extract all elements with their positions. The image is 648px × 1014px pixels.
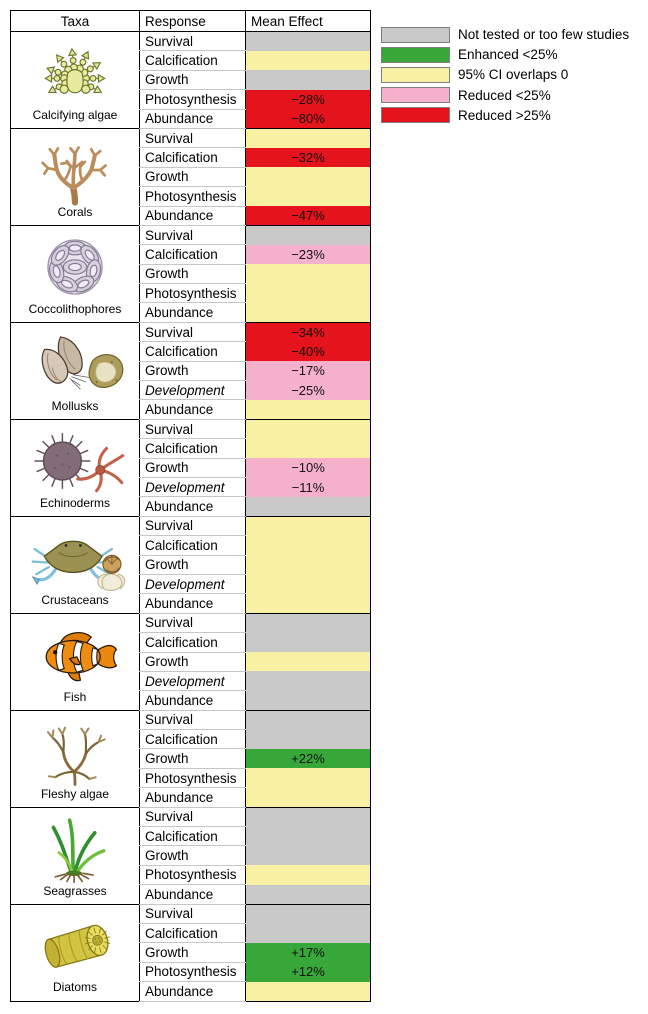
legend-item (381, 107, 629, 123)
response-cell: Survival (140, 904, 246, 923)
legend-swatch-reduced_lt25 (381, 87, 450, 103)
legend-item (381, 27, 629, 43)
legend-label: Reduced <25% (458, 87, 551, 103)
taxon-row (11, 32, 371, 51)
mean-effect-cell (246, 594, 371, 613)
calcifying-algae-icon (19, 37, 131, 109)
response-cell: Survival (140, 807, 246, 826)
taxa-cell-seagrasses (11, 807, 140, 904)
response-cell: Growth (140, 652, 246, 671)
taxon-row (11, 128, 371, 147)
mean-effect-cell: −10% (246, 458, 371, 477)
taxa-cell-calcifying-algae (11, 32, 140, 129)
mollusks-icon (19, 328, 131, 400)
column-header-taxa: Taxa (11, 11, 140, 32)
response-cell: Growth (140, 943, 246, 962)
legend-label: 95% CI overlaps 0 (458, 67, 569, 83)
legend-swatch-not_tested (381, 27, 450, 43)
response-cell: Survival (140, 613, 246, 632)
response-cell: Abundance (140, 594, 246, 613)
mean-effect-cell: −34% (246, 322, 371, 341)
fish-icon (19, 619, 131, 691)
response-cell: Calcification (140, 923, 246, 942)
taxa-cell-mollusks (11, 322, 140, 419)
mean-effect-cell (246, 671, 371, 690)
mean-effect-cell (246, 497, 371, 516)
echinoderms-icon (19, 425, 131, 497)
taxa-label: Corals (57, 204, 93, 219)
mean-effect-cell (246, 225, 371, 244)
taxa-cell-corals (11, 128, 140, 225)
response-cell: Calcification (140, 536, 246, 555)
mean-effect-cell (246, 516, 371, 535)
mean-effect-cell (246, 807, 371, 826)
taxa-cell-fleshy-algae (11, 710, 140, 807)
legend-item (381, 47, 629, 63)
taxa-cell-fish (11, 613, 140, 710)
mean-effect-cell (246, 885, 371, 904)
mean-effect-cell (246, 768, 371, 787)
response-cell: Abundance (140, 206, 246, 225)
mean-effect-cell: −40% (246, 342, 371, 361)
response-cell: Survival (140, 32, 246, 51)
legend-swatch-enhanced (381, 47, 450, 63)
response-cell: Abundance (140, 400, 246, 419)
response-cell: Calcification (140, 827, 246, 846)
mean-effect-cell (246, 264, 371, 283)
mean-effect-cell: −80% (246, 109, 371, 128)
mean-effect-cell (246, 400, 371, 419)
mean-effect-cell (246, 982, 371, 1001)
taxa-cell-coccolithophores (11, 225, 140, 322)
mean-effect-cell (246, 710, 371, 729)
mean-effect-cell: −32% (246, 148, 371, 167)
response-cell: Survival (140, 516, 246, 535)
corals-icon (19, 134, 131, 206)
taxon-row (11, 419, 371, 438)
taxa-cell-echinoderms (11, 419, 140, 516)
mean-effect-cell (246, 536, 371, 555)
taxa-label: Diatoms (52, 980, 97, 995)
mean-effect-cell (246, 730, 371, 749)
mean-effect-cell (246, 904, 371, 923)
mean-effect-cell (246, 32, 371, 51)
taxa-response-effect-table (10, 10, 371, 1002)
mean-effect-cell: −11% (246, 477, 371, 496)
mean-effect-cell: −25% (246, 381, 371, 400)
column-header-mean-effect: Mean Effect (246, 11, 371, 32)
response-cell: Survival (140, 225, 246, 244)
taxa-label: Echinoderms (39, 495, 111, 510)
response-cell: Calcification (140, 51, 246, 70)
taxa-label: Mollusks (51, 398, 99, 413)
response-cell: Growth (140, 361, 246, 380)
mean-effect-cell: −17% (246, 361, 371, 380)
legend-item (381, 67, 629, 83)
response-cell: Photosynthesis (140, 865, 246, 884)
taxon-row (11, 710, 371, 729)
diatoms-icon (19, 909, 131, 981)
taxon-row (11, 904, 371, 923)
taxa-label: Fleshy algae (40, 786, 110, 801)
legend-swatch-ci_overlaps_0 (381, 67, 450, 83)
mean-effect-cell (246, 70, 371, 89)
response-cell: Calcification (140, 148, 246, 167)
mean-effect-cell (246, 788, 371, 807)
mean-effect-cell (246, 691, 371, 710)
mean-effect-cell (246, 846, 371, 865)
taxa-cell-crustaceans (11, 516, 140, 613)
taxa-label: Coccolithophores (28, 301, 122, 316)
response-cell: Survival (140, 419, 246, 438)
response-cell: Abundance (140, 497, 246, 516)
response-cell: Survival (140, 128, 246, 147)
header-row (11, 11, 371, 32)
mean-effect-cell: −23% (246, 245, 371, 264)
taxa-label: Seagrasses (43, 883, 107, 898)
mean-effect-cell (246, 284, 371, 303)
mean-effect-cell: −47% (246, 206, 371, 225)
response-cell: Abundance (140, 109, 246, 128)
response-cell: Growth (140, 846, 246, 865)
response-cell: Abundance (140, 885, 246, 904)
response-cell: Photosynthesis (140, 284, 246, 303)
fleshy-algae-icon (19, 716, 131, 788)
response-cell: Calcification (140, 342, 246, 361)
response-cell: Growth (140, 458, 246, 477)
mean-effect-cell (246, 865, 371, 884)
mean-effect-cell (246, 652, 371, 671)
mean-effect-cell (246, 923, 371, 942)
response-cell: Survival (140, 322, 246, 341)
response-cell: Development (140, 477, 246, 496)
mean-effect-cell (246, 303, 371, 322)
mean-effect-cell: +12% (246, 962, 371, 981)
mean-effect-cell: +22% (246, 749, 371, 768)
response-cell: Growth (140, 70, 246, 89)
mean-effect-cell (246, 574, 371, 593)
taxa-label: Calcifying algae (32, 107, 118, 122)
mean-effect-cell (246, 128, 371, 147)
taxon-row (11, 613, 371, 632)
crustaceans-icon (19, 522, 131, 594)
taxa-cell-diatoms (11, 904, 140, 1001)
mean-effect-cell (246, 439, 371, 458)
mean-effect-cell (246, 555, 371, 574)
response-cell: Growth (140, 167, 246, 186)
mean-effect-cell (246, 51, 371, 70)
taxon-row (11, 225, 371, 244)
response-cell: Growth (140, 264, 246, 283)
legend-swatch-reduced_gt25 (381, 107, 450, 123)
response-cell: Development (140, 671, 246, 690)
legend (381, 27, 629, 127)
legend-label: Reduced >25% (458, 107, 551, 123)
mean-effect-cell (246, 187, 371, 206)
response-cell: Survival (140, 710, 246, 729)
response-cell: Photosynthesis (140, 90, 246, 109)
taxon-row (11, 516, 371, 535)
mean-effect-cell (246, 827, 371, 846)
mean-effect-cell: −28% (246, 90, 371, 109)
response-cell: Growth (140, 749, 246, 768)
response-cell: Photosynthesis (140, 187, 246, 206)
mean-effect-cell: +17% (246, 943, 371, 962)
response-cell: Development (140, 381, 246, 400)
legend-label: Enhanced <25% (458, 47, 558, 63)
taxon-row (11, 807, 371, 826)
response-cell: Calcification (140, 730, 246, 749)
legend-item (381, 87, 629, 103)
seagrasses-icon (19, 813, 131, 885)
response-cell: Calcification (140, 439, 246, 458)
response-cell: Growth (140, 555, 246, 574)
coccolithophores-icon (19, 231, 131, 303)
response-cell: Calcification (140, 633, 246, 652)
mean-effect-cell (246, 633, 371, 652)
response-cell: Photosynthesis (140, 768, 246, 787)
mean-effect-cell (246, 613, 371, 632)
response-cell: Abundance (140, 788, 246, 807)
column-header-response: Response (140, 11, 246, 32)
mean-effect-cell (246, 419, 371, 438)
mean-effect-cell (246, 167, 371, 186)
table-header (11, 11, 371, 32)
response-cell: Calcification (140, 245, 246, 264)
response-cell: Abundance (140, 691, 246, 710)
response-cell: Photosynthesis (140, 962, 246, 981)
taxon-row (11, 322, 371, 341)
response-cell: Abundance (140, 982, 246, 1001)
response-cell: Abundance (140, 303, 246, 322)
response-cell: Development (140, 574, 246, 593)
taxa-label: Fish (63, 689, 87, 704)
legend-label: Not tested or too few studies (458, 27, 630, 43)
taxa-label: Crustaceans (41, 592, 109, 607)
